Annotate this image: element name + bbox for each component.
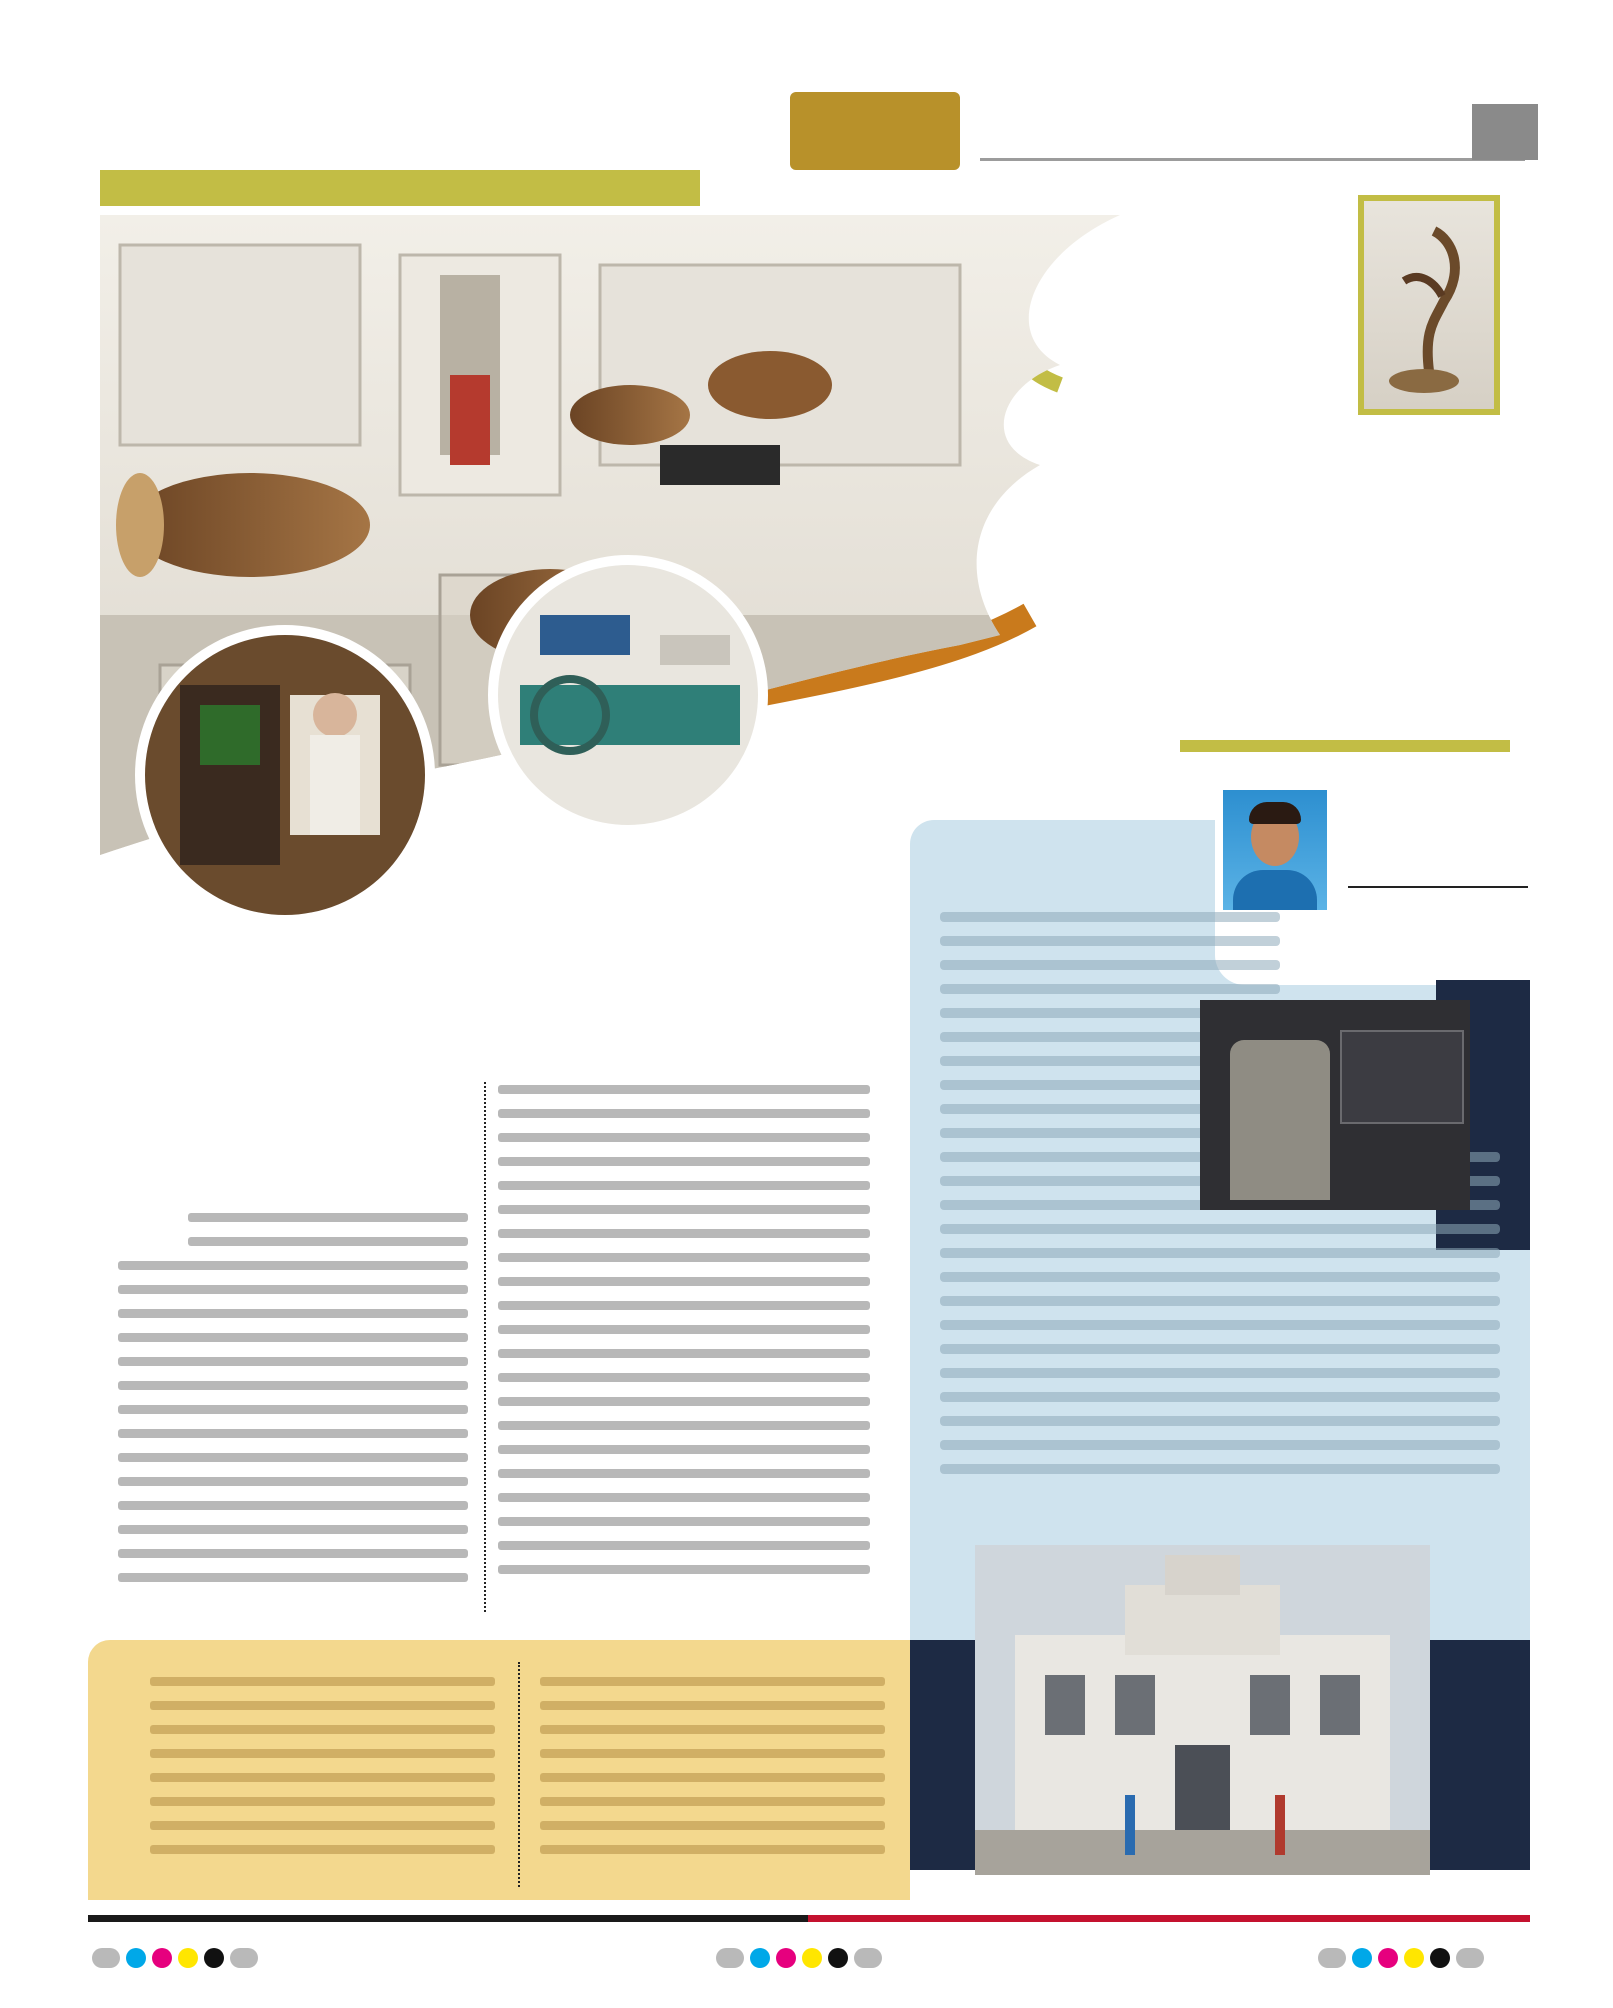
inset-sculpture-photo (1358, 195, 1500, 415)
body-column-left (118, 1198, 468, 1597)
egyptian-statue-photo (1200, 1000, 1470, 1210)
body-column-middle (498, 1070, 870, 1589)
author-photo (1218, 785, 1332, 915)
masthead (680, 92, 970, 182)
title-underline (1180, 740, 1510, 752)
header-accent-bar (100, 170, 700, 206)
footer-rule-red (808, 1915, 1530, 1922)
masthead-logo (790, 92, 960, 170)
article-title (1020, 450, 1580, 770)
circle-photo-machines (488, 555, 768, 835)
author-rule (1348, 886, 1528, 888)
page-number (1472, 104, 1538, 160)
band-column-separator (518, 1662, 520, 1887)
column-separator (484, 1082, 486, 1612)
band-vertical-label (98, 1660, 134, 1890)
band-column-right (540, 1662, 885, 1869)
footer-rule-black (88, 1915, 808, 1922)
registration-marks-right (1318, 1948, 1484, 1968)
registration-marks-center (716, 1948, 882, 1968)
museum-building-photo (975, 1545, 1430, 1875)
header-rule (980, 158, 1525, 161)
registration-marks-left (92, 1948, 258, 1968)
circle-photo-collector (135, 625, 435, 925)
band-column-left (150, 1662, 495, 1869)
